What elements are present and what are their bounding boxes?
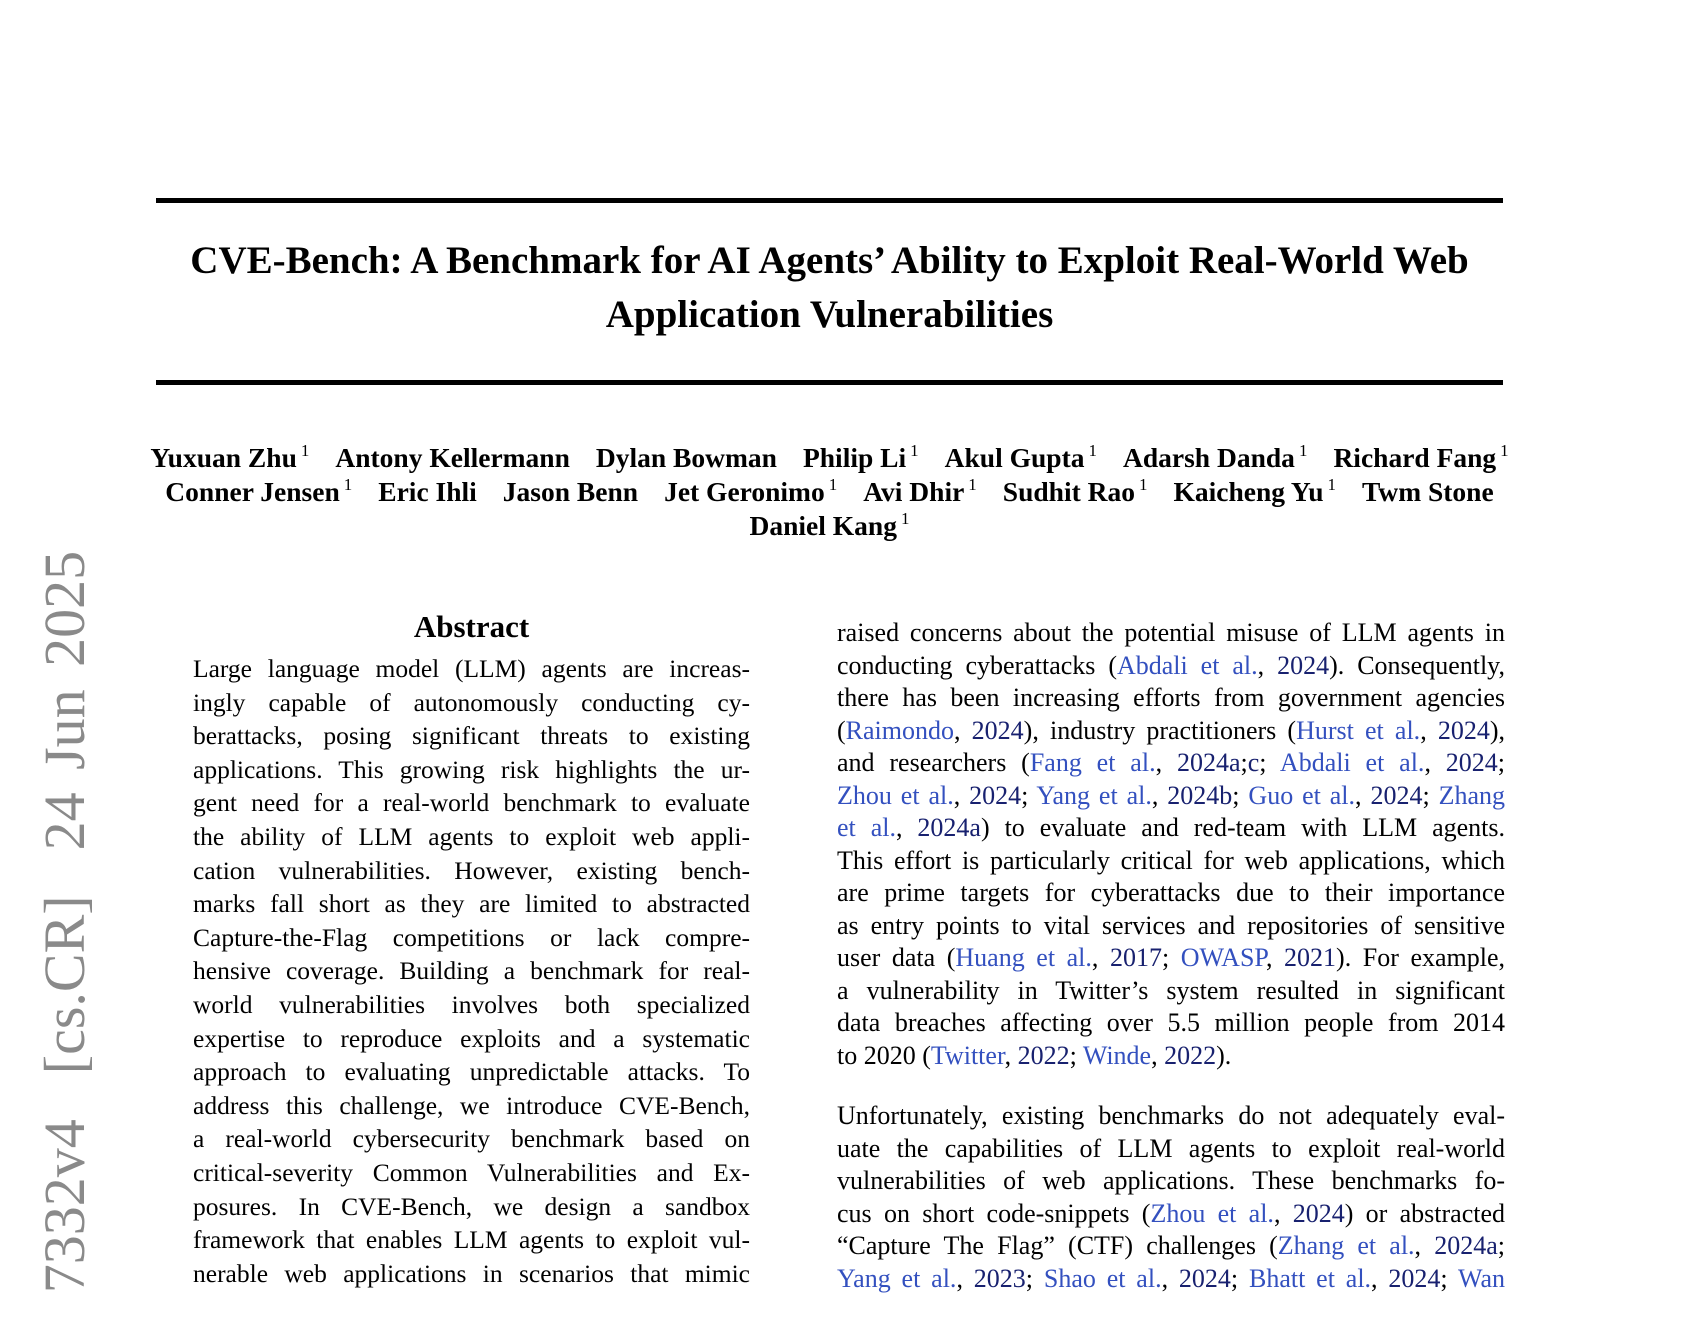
body-line: “Capture The Flag” (CTF) challenges (Zhang et al., 2024a;	[837, 1231, 1505, 1260]
citation-link[interactable]: Wan	[1458, 1263, 1505, 1293]
abstract-line: Large language model (LLM) agents are increas-	[193, 654, 750, 683]
abstract-line: ingly capable of autonomously conducting cy-	[193, 687, 750, 717]
author-name: Antony Kellermann	[335, 442, 570, 473]
citation-link[interactable]: Hurst et al.	[1296, 715, 1421, 745]
author-name: Dylan Bowman	[595, 442, 777, 473]
arxiv-watermark: 7332v4 [cs.CR] 24 Jun 2025	[32, 550, 97, 1294]
citation-link[interactable]: Huang et al.	[955, 943, 1092, 972]
body-line: as entry points to vital services and repositories of sensitive	[837, 910, 1505, 940]
citation-link[interactable]: Winde	[1082, 1040, 1152, 1070]
body-line: user data (Huang et al., 2017; OWASP, 2021). For example,	[837, 943, 1506, 972]
abstract-line: world vulnerabilities involves both specialized	[193, 989, 750, 1019]
body-line: vulnerabilities of web applications. These benchmarks fo-	[837, 1166, 1505, 1195]
author-line	[106, 509, 1553, 543]
citation-link[interactable]: OWASP	[1180, 943, 1266, 972]
author-name: Kaicheng Yu $^1$	[1173, 475, 1337, 507]
author-name: Richard Fang $^1$	[1333, 441, 1509, 473]
author-affiliation-sup: 1	[900, 509, 910, 528]
body-line: Yang et al., 2023; Shao et al., 2024; Bhatt et al., 2024; Wan	[837, 1263, 1505, 1293]
citation-link[interactable]: Abdali et al.	[1116, 650, 1258, 680]
body-line: uate the capabilities of LLM agents to exploit real-world	[837, 1133, 1505, 1163]
author-affiliation-sup: 1	[343, 475, 353, 494]
abstract-line: applications. This growing risk highlights the ur-	[193, 754, 750, 784]
author-name: Jason Benn	[502, 476, 639, 507]
author-line	[106, 441, 1553, 475]
abstract-line: expertise to reproduce exploits and a systematic	[193, 1023, 750, 1053]
abstract-line: nerable web applications in scenarios that mimic	[193, 1258, 750, 1288]
author-name: Daniel Kang $^1$	[749, 509, 910, 541]
citation-link[interactable]: Raimondo	[845, 715, 955, 745]
citation-link[interactable]: Yang et al.	[1036, 780, 1152, 810]
body-line: Unfortunately, existing benchmarks do not adequately eval-	[837, 1101, 1505, 1130]
citation-link[interactable]: 2024a	[1434, 1231, 1498, 1260]
author-line	[106, 475, 1553, 509]
abstract-line: a real-world cybersecurity benchmark based on	[193, 1124, 750, 1154]
author-name: Eric Ihli	[378, 476, 477, 507]
body-line: conducting cyberattacks (Abdali et al., 2024). Consequently,	[837, 650, 1505, 680]
abstract-line: marks fall short as they are limited to abstracted	[193, 889, 750, 919]
citation-link[interactable]: 2023	[973, 1263, 1026, 1293]
citation-link[interactable]: 2024a	[1176, 748, 1241, 777]
citation-link[interactable]: Shao et al.	[1043, 1263, 1162, 1293]
author-name: Sudhit Rao $^1$	[1002, 475, 1148, 507]
citation-link[interactable]: 2024	[1445, 748, 1498, 777]
body-line: there has been increasing efforts from government agencies	[837, 683, 1505, 712]
body-line: are prime targets for cyberattacks due to their importance	[837, 878, 1505, 907]
abstract-line: critical-severity Common Vulnerabilities and Ex-	[193, 1157, 750, 1187]
author-name: Avi Dhir $^1$	[863, 475, 977, 507]
citation-link[interactable]: Zhou et al.	[837, 780, 954, 810]
citation-link[interactable]: 2022	[1164, 1040, 1217, 1070]
author-affiliation-sup: 1	[1298, 441, 1308, 460]
citation-link[interactable]: 2024	[1277, 650, 1330, 680]
body-line: (Raimondo, 2024), industry practitioners (Hurst et al., 2024),	[837, 715, 1506, 745]
body-line: to 2020 (Twitter, 2022; Winde, 2022).	[837, 1040, 1232, 1070]
citation-link[interactable]: Guo et al.	[1248, 780, 1356, 810]
author-block	[106, 441, 1553, 543]
abstract-line: Capture-the-Flag competitions or lack compre-	[193, 922, 750, 952]
citation-link[interactable]: 2024	[1370, 780, 1423, 810]
author-affiliation-sup: 1	[300, 441, 310, 460]
body-line: and researchers (Fang et al., 2024a;c; Abdali et al., 2024;	[837, 748, 1506, 777]
author-affiliation-sup: 1	[910, 441, 919, 460]
citation-link[interactable]: c	[1247, 748, 1260, 777]
title-top-rule	[156, 198, 1503, 203]
citation-link[interactable]: 2024	[971, 715, 1024, 745]
author-affiliation-sup: 1	[1327, 475, 1337, 494]
citation-link[interactable]: Zhou et al.	[1150, 1198, 1274, 1228]
author-affiliation-sup: 1	[1500, 441, 1509, 460]
citation-link[interactable]: Twitter	[930, 1040, 1005, 1070]
body-line: a vulnerability in Twitter’s system resulted in significant	[837, 975, 1505, 1005]
abstract-line: cation vulnerabilities. However, existing bench-	[193, 855, 750, 885]
citation-link[interactable]: 2024b	[1167, 780, 1233, 810]
citation-link[interactable]: 2022	[1017, 1040, 1070, 1070]
citation-link[interactable]: 2024	[969, 780, 1022, 810]
citation-link[interactable]: 2024a	[917, 813, 981, 842]
paper-title: CVE-Bench: A Benchmark for AI Agents’ Ability to Exploit Real-World Web Application Vulnerabilities	[190, 239, 1469, 336]
abstract-line: address this challenge, we introduce CVE-Bench,	[193, 1090, 750, 1120]
body-line: et al., 2024a) to evaluate and red-team with LLM agents.	[837, 813, 1505, 842]
author-affiliation-sup: 1	[828, 475, 838, 494]
body-line: data breaches affecting over 5.5 million people from 2014	[837, 1008, 1505, 1037]
title-bottom-rule	[156, 380, 1503, 385]
citation-link[interactable]: 2024	[1388, 1263, 1441, 1293]
author-name: Twm Stone	[1362, 476, 1494, 507]
abstract-heading: Abstract	[413, 609, 530, 644]
citation-link[interactable]: 2024	[1437, 715, 1490, 745]
body-line: raised concerns about the potential misuse of LLM agents in	[837, 618, 1505, 647]
author-name: Akul Gupta $^1$	[944, 441, 1097, 473]
author-affiliation-sup: 1	[1139, 475, 1148, 494]
abstract-line: posures. In CVE-Bench, we design a sandbox	[193, 1191, 750, 1221]
abstract-line: the ability of LLM agents to exploit web appli-	[193, 821, 750, 851]
body-paragraph	[837, 617, 1505, 1072]
abstract-text	[193, 652, 750, 1290]
abstract-line: gent need for a real-world benchmark to evaluate	[193, 788, 750, 818]
abstract-line: berattacks, posing significant threats to existing	[193, 721, 750, 751]
citation-link[interactable]: 2024	[1178, 1263, 1231, 1293]
citation-link[interactable]: Zhang	[1438, 780, 1506, 810]
abstract-line: hensive coverage. Building a benchmark for real-	[193, 956, 750, 986]
citation-link[interactable]: et al.	[837, 813, 896, 842]
author-name: Adarsh Danda $^1$	[1123, 441, 1308, 473]
citation-link[interactable]: Yang et al.	[837, 1263, 957, 1293]
author-name: Philip Li $^1$	[802, 441, 919, 473]
author-name: Conner Jensen $^1$	[165, 475, 353, 507]
citation-link[interactable]: Zhang et al.	[1277, 1231, 1415, 1260]
citation-link[interactable]: 2017	[1109, 943, 1162, 972]
body-line: Zhou et al., 2024; Yang et al., 2024b; Guo et al., 2024; Zhang	[837, 780, 1506, 810]
citation-link[interactable]: 2024	[1292, 1198, 1345, 1228]
abstract-line: framework that enables LLM agents to exploit vul-	[193, 1225, 750, 1255]
introduction-column	[837, 617, 1505, 1295]
citation-link[interactable]: 2021	[1284, 943, 1337, 972]
citation-link[interactable]: Fang et al.	[1029, 748, 1156, 777]
body-paragraph	[837, 1100, 1505, 1295]
abstract-line: approach to evaluating unpredictable attacks. To	[193, 1057, 750, 1087]
author-name: Jet Geronimo $^1$	[664, 475, 838, 507]
citation-link[interactable]: Bhatt et al.	[1249, 1263, 1372, 1293]
citation-link[interactable]: Abdali et al.	[1279, 748, 1425, 777]
body-line: This effort is particularly critical for web applications, which	[837, 845, 1505, 875]
author-affiliation-sup: 1	[968, 475, 977, 494]
body-line: cus on short code-snippets (Zhou et al., 2024) or abstracted	[837, 1198, 1506, 1228]
author-affiliation-sup: 1	[1088, 441, 1097, 460]
author-name: Yuxuan Zhu $^1$	[150, 441, 310, 473]
